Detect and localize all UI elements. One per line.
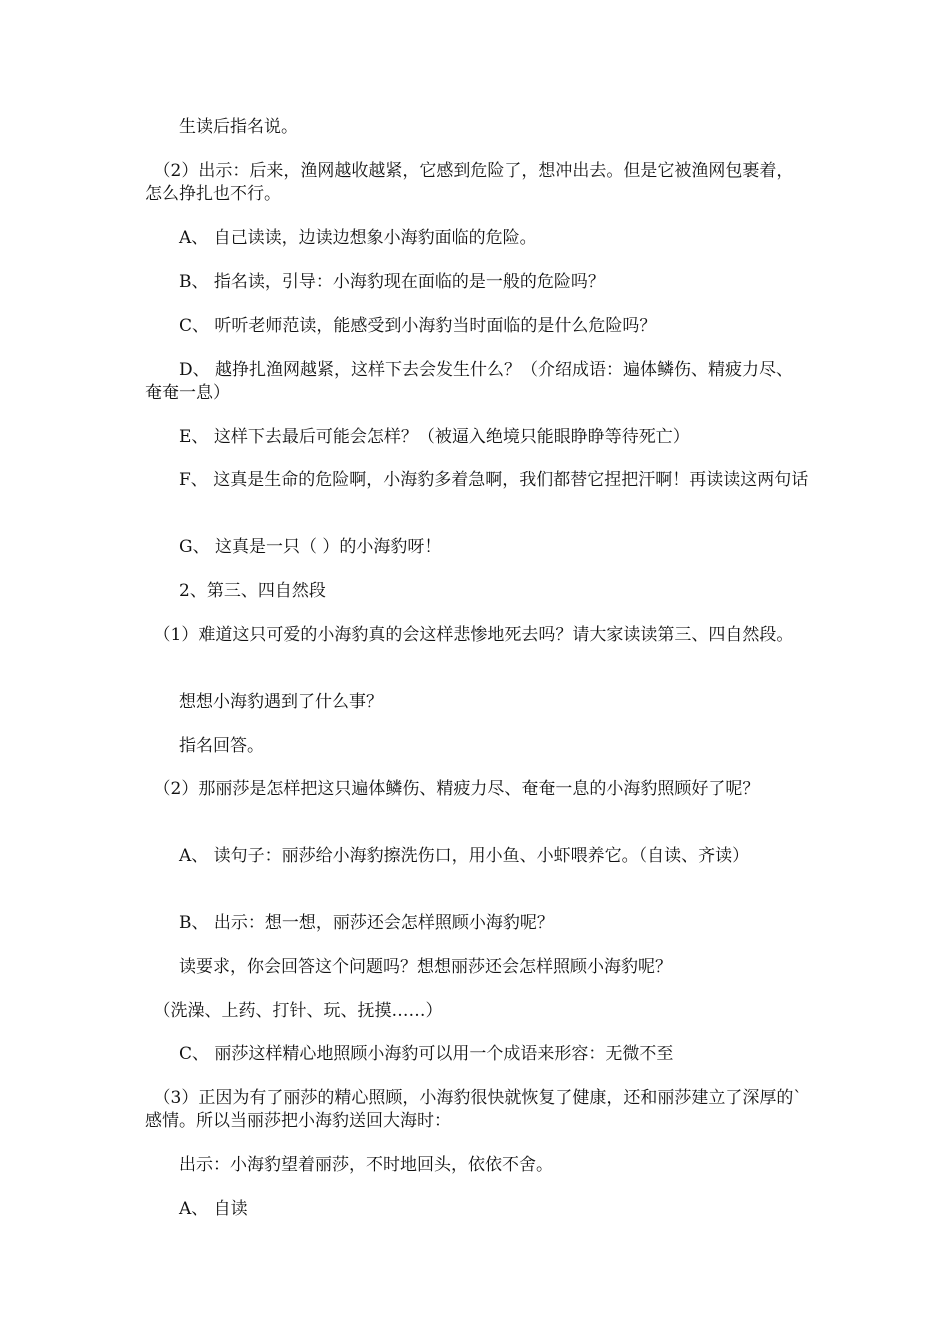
- paragraph: D、 越挣扎渔网越紧，这样下去会发生什么？（介绍成语：遍体鳞伤、精疲力尽、奄奄一息）: [145, 360, 794, 403]
- paragraph: （3）正因为有了丽莎的精心照顾，小海豹很快就恢复了健康，还和丽莎建立了深厚的`感情。所以当丽莎把小海豹送回大海时：: [145, 1088, 802, 1131]
- paragraph: 读要求，你会回答这个问题吗？想想丽莎还会怎样照顾小海豹呢？: [145, 957, 672, 977]
- paragraph: （2）那丽莎是怎样把这只遍体鳞伤、精疲力尽、奄奄一息的小海豹照顾好了呢？: [145, 779, 760, 799]
- paragraph: （2）出示：后来，渔网越收越紧，它感到危险了，想冲出去。但是它被渔网包裹着，怎么挣扎也不行。: [145, 161, 794, 204]
- paragraph: 2、第三、四自然段: [145, 581, 326, 601]
- paragraph: F、 这真是生命的危险啊，小海豹多着急啊，我们都替它捏把汗啊！再读读这两句话: [145, 470, 809, 490]
- paragraph: A、 读句子：丽莎给小海豹擦洗伤口，用小鱼、小虾喂养它。（自读、齐读）: [145, 846, 750, 866]
- paragraph: （洗澡、上药、打针、玩、抚摸……）: [145, 1001, 443, 1021]
- paragraph: A、 自己读读，边读边想象小海豹面临的危险。: [145, 228, 537, 248]
- paragraph: （1）难道这只可爱的小海豹真的会这样悲惨地死去吗？请大家读读第三、四自然段。: [145, 625, 794, 645]
- paragraph: A、 自读: [145, 1199, 248, 1219]
- paragraph: C、 听听老师范读，能感受到小海豹当时面临的是什么危险吗？: [145, 316, 657, 336]
- paragraph: B、 指名读，引导：小海豹现在面临的是一般的危险吗？: [145, 272, 605, 292]
- paragraph: 生读后指名说。: [145, 117, 298, 137]
- paragraph: G、 这真是一只（ ）的小海豹呀！: [145, 537, 442, 557]
- paragraph: C、 丽莎这样精心地照顾小海豹可以用一个成语来形容：无微不至: [145, 1044, 674, 1064]
- paragraph: 出示：小海豹望着丽莎，不时地回头，依依不舍。: [145, 1155, 553, 1175]
- paragraph: 指名回答。: [145, 736, 264, 756]
- paragraph: E、 这样下去最后可能会怎样？（被逼入绝境只能眼睁睁等待死亡）: [145, 427, 690, 447]
- paragraph: B、 出示：想一想，丽莎还会怎样照顾小海豹呢？: [145, 913, 554, 933]
- paragraph: 想想小海豹遇到了什么事？: [145, 692, 383, 712]
